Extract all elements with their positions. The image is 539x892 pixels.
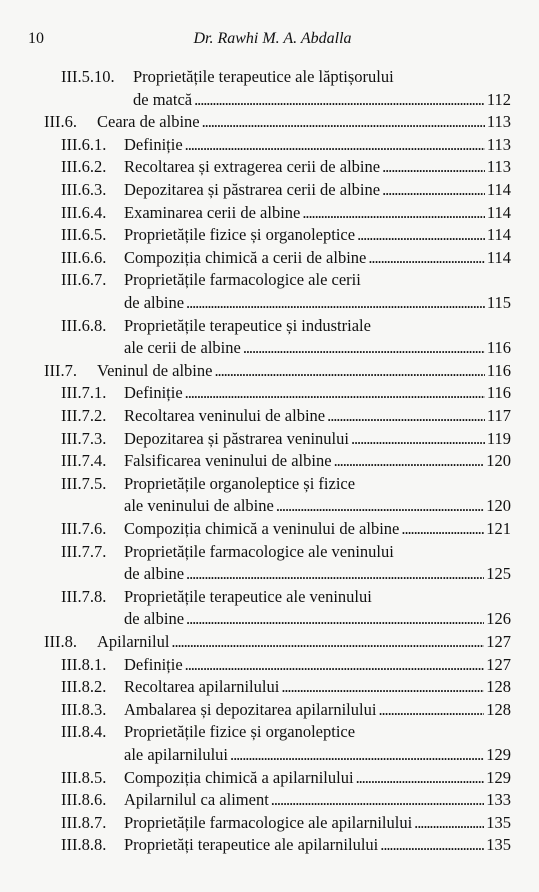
- toc-entry-title: Definiție: [124, 134, 183, 154]
- toc-entry-page: 133: [486, 790, 511, 810]
- toc-entry-title: ale apilarnilului: [124, 745, 229, 764]
- dot-leader: [243, 337, 485, 359]
- toc-entry-number: III.6.8.: [61, 315, 107, 335]
- toc-entry-title: Definiție: [124, 654, 183, 674]
- toc-entry-number: III.6.3.: [61, 180, 107, 199]
- toc-entry-title: de matcă: [133, 89, 193, 109]
- toc-entry-number: III.7.: [44, 360, 77, 380]
- toc-entry-title: Apilarnilul ca aliment: [124, 790, 269, 810]
- toc-entry-title: ale veninului de albine: [124, 496, 274, 516]
- toc-entry-title: Proprietățile farmacologice ale cerii: [124, 270, 361, 290]
- toc-entry-text: [124, 269, 511, 291]
- toc-entry-number: III.7.6.: [61, 519, 107, 538]
- toc-entry-title: Depozitarea și păstrarea cerii de albine: [124, 180, 381, 199]
- toc-entry-title: ale cerii de albine: [124, 338, 241, 358]
- toc-entry: [0, 224, 539, 246]
- toc-entry-number: III.8.2.: [61, 677, 107, 697]
- toc-entry: [0, 654, 539, 676]
- dot-leader: [186, 563, 484, 585]
- toc-entry-number: III.6.2.: [61, 157, 107, 177]
- toc-entry: [0, 134, 539, 156]
- toc-entry: [0, 111, 539, 133]
- toc-entry: [0, 382, 539, 404]
- toc-entry: [0, 631, 539, 653]
- dot-leader: [186, 608, 484, 630]
- toc-entry-text: [124, 202, 511, 224]
- toc-entry-number: III.8.7.: [61, 812, 107, 832]
- toc-entry-page: 117: [486, 406, 511, 425]
- toc-entry-title: Proprietățile fizice și organoleptice: [124, 722, 356, 742]
- toc-entry: [0, 66, 539, 88]
- dot-leader: [185, 134, 485, 156]
- toc-entry-number: III.7.3.: [61, 428, 107, 448]
- toc-entry-page: 129: [486, 767, 511, 787]
- toc-entry-title: Veninul de albine: [97, 360, 213, 380]
- toc-entry-continuation: [0, 89, 539, 111]
- toc-entry: [0, 202, 539, 224]
- toc-entry-text: [124, 744, 511, 766]
- toc-entry-page: 114: [486, 202, 511, 222]
- toc-entry: [0, 428, 539, 450]
- toc-entry-number: III.8.3.: [61, 699, 107, 719]
- toc-entry: [0, 269, 539, 291]
- toc-entry-text: [124, 495, 511, 517]
- toc-entry-number: III.6.6.: [61, 247, 107, 267]
- toc-entry-number: III.6.5.: [61, 225, 107, 245]
- toc-entry-title: Recoltarea și extragerea cerii de albine: [124, 157, 381, 177]
- toc-entry-text: [124, 541, 511, 563]
- toc-entry: [0, 156, 539, 178]
- dot-leader: [414, 812, 484, 834]
- toc-entry-text: [124, 563, 511, 585]
- toc-entry-text: [97, 360, 511, 382]
- toc-entry-text: [124, 699, 511, 721]
- dot-leader: [378, 699, 484, 721]
- dot-leader: [357, 224, 485, 246]
- toc-entry: [0, 450, 539, 472]
- toc-entry-text: [124, 654, 511, 676]
- toc-entry-title: Apilarnilul: [97, 632, 170, 651]
- dot-leader: [382, 156, 485, 178]
- toc-entry-continuation: [0, 337, 539, 359]
- toc-entry: [0, 518, 539, 540]
- toc-entry: [0, 541, 539, 563]
- toc-entry-title: de albine: [124, 609, 185, 629]
- toc-entry-number: III.8.5.: [61, 767, 107, 787]
- toc-entry-page: 114: [486, 180, 511, 199]
- toc-entry-text: [124, 834, 511, 856]
- dot-leader: [271, 789, 484, 811]
- toc-entry-title: Definiție: [124, 383, 183, 403]
- toc-entry-number: III.6.7.: [61, 270, 107, 290]
- toc-entry-title: Examinarea cerii de albine: [124, 202, 301, 222]
- page-number: 10: [28, 30, 44, 47]
- toc-entry-text: [124, 382, 511, 404]
- toc-entry-title: Proprietățile organoleptice și fizice: [124, 473, 356, 493]
- dot-leader: [351, 428, 485, 450]
- toc-entry-number: III.7.8.: [61, 586, 107, 606]
- toc-entry-text: [124, 134, 511, 156]
- toc-entry-text: [124, 789, 511, 811]
- toc-entry-page: 135: [486, 835, 511, 855]
- dot-leader: [281, 676, 484, 698]
- toc-entry-page: 129: [486, 745, 511, 764]
- toc-entry-title: Compoziția chimică a veninului de albine: [124, 519, 400, 538]
- toc-entry-page: 114: [486, 225, 511, 245]
- toc-entry-text: [124, 812, 511, 834]
- toc-entry-text: [124, 315, 511, 337]
- running-head-author: Dr. Rawhi M. A. Abdalla: [193, 30, 352, 47]
- toc-entry-page: 126: [486, 609, 511, 629]
- toc-entry-page: 135: [486, 812, 511, 832]
- toc-entry-title: Compoziția chimică a apilarnilului: [124, 767, 354, 787]
- toc-entry-number: III.7.5.: [61, 473, 107, 493]
- dot-leader: [185, 382, 485, 404]
- toc-entry-page: 121: [486, 519, 511, 538]
- toc-entry: [0, 812, 539, 834]
- dot-leader: [380, 834, 484, 856]
- toc-entry-text: [124, 224, 511, 246]
- toc-entry-number: III.7.1.: [61, 383, 107, 403]
- toc-entry-text: [124, 247, 511, 269]
- toc-entry: [0, 834, 539, 856]
- toc-entry-text: [124, 337, 511, 359]
- toc-entry: [0, 789, 539, 811]
- toc-entry-continuation: [0, 608, 539, 630]
- toc-entry-page: 114: [486, 247, 511, 267]
- page-header: [28, 30, 517, 50]
- toc-entry-title: Proprietățile terapeutice și industriale: [124, 315, 371, 335]
- toc-entry-page: 115: [486, 293, 511, 312]
- toc-entry: [0, 473, 539, 495]
- toc-entry-title: Falsificarea veninului de albine: [124, 451, 332, 471]
- toc-entry-continuation: [0, 495, 539, 517]
- dot-leader: [276, 495, 484, 517]
- toc-entry: [0, 179, 539, 201]
- toc-entry: [0, 676, 539, 698]
- toc-entry-page: 125: [486, 564, 511, 584]
- toc-entry-text: [124, 721, 511, 743]
- toc-entry-text: [124, 676, 511, 698]
- toc-entry-page: 128: [486, 677, 511, 697]
- toc-entry-page: 113: [486, 112, 511, 132]
- toc-entry-text: [133, 89, 511, 111]
- toc-entry-text: [124, 450, 511, 472]
- toc-entry-number: III.7.4.: [61, 451, 107, 471]
- toc-entry-number: III.6.: [44, 112, 77, 132]
- dot-leader: [368, 247, 484, 269]
- dot-leader: [171, 631, 484, 653]
- toc-entry-text: [124, 156, 511, 178]
- dot-leader: [185, 654, 485, 676]
- toc-entry-page: 120: [486, 451, 511, 471]
- toc-entry-title: Ambalarea și depozitarea apilarnilului: [124, 699, 377, 719]
- toc-entry-continuation: [0, 563, 539, 585]
- toc-entry-continuation: [0, 744, 539, 766]
- toc-entry-title: Proprietățile terapeutice ale veninului: [124, 586, 372, 606]
- toc-entry-page: 127: [486, 654, 511, 674]
- toc-entry: [0, 405, 539, 427]
- toc-entry-title: Ceara de albine: [97, 112, 200, 132]
- toc-entry-number: III.5.10.: [61, 67, 115, 86]
- toc-entry-title: Proprietățile fizice și organoleptice: [124, 225, 356, 245]
- toc-entry-page: 128: [486, 699, 511, 719]
- toc-entry-page: 116: [486, 360, 511, 380]
- toc-entry-page: 113: [486, 157, 511, 177]
- dot-leader: [202, 111, 485, 133]
- dot-leader: [334, 450, 485, 472]
- toc-entry-title: Proprietăți terapeutice ale apilarnilului: [124, 835, 379, 855]
- toc-entry-text: [124, 405, 511, 427]
- dot-leader: [214, 360, 484, 382]
- toc-entry-page: 120: [486, 496, 511, 516]
- toc-entry-page: 116: [486, 383, 511, 403]
- toc-entry-text: [97, 111, 511, 133]
- toc-entry-text: [124, 767, 511, 789]
- dot-leader: [302, 202, 484, 224]
- toc-entry-number: III.6.4.: [61, 202, 107, 222]
- toc-entry: [0, 767, 539, 789]
- toc-entry-number: III.8.8.: [61, 835, 107, 855]
- toc-entry-title: de albine: [124, 293, 185, 312]
- toc-entry-page: 119: [486, 428, 511, 448]
- toc-entry: [0, 586, 539, 608]
- toc-entry-text: [133, 66, 511, 88]
- toc-entry-title: Recoltarea apilarnilului: [124, 677, 280, 697]
- toc-entry-title: de albine: [124, 564, 185, 584]
- toc-entry-page: 112: [486, 89, 511, 109]
- toc-entry: [0, 699, 539, 721]
- toc-entry-text: [124, 428, 511, 450]
- toc-entry: [0, 247, 539, 269]
- toc-entry: [0, 721, 539, 743]
- toc-entry-text: [124, 473, 511, 495]
- toc-entry-text: [124, 292, 511, 314]
- toc-entry-title: Compoziția chimică a cerii de albine: [124, 247, 367, 267]
- toc-entry-title: Proprietățile terapeutice ale lăptișorului: [133, 67, 394, 86]
- toc-entry-text: [97, 631, 511, 653]
- toc-entry-number: III.8.: [44, 632, 77, 651]
- toc-entry-title: Recoltarea veninului de albine: [124, 406, 326, 425]
- toc-entry-page: 113: [486, 134, 511, 154]
- toc-entry-page: 127: [486, 632, 511, 651]
- toc-entry-number: III.8.4.: [61, 722, 107, 742]
- toc-entry-title: Proprietățile farmacologice ale apilarnilului: [124, 812, 413, 832]
- dot-leader: [230, 744, 484, 766]
- toc-entry-title: Depozitarea și păstrarea veninului: [124, 428, 349, 448]
- toc-entry-text: [124, 608, 511, 630]
- toc-entry-number: III.7.2.: [61, 406, 107, 425]
- toc-entry-page: 116: [486, 338, 511, 358]
- toc-entry-text: [124, 586, 511, 608]
- dot-leader: [194, 89, 485, 111]
- dot-leader: [382, 179, 485, 201]
- toc-entry-number: III.6.1.: [61, 134, 107, 154]
- toc-entry-number: III.7.7.: [61, 541, 107, 561]
- toc-entry: [0, 360, 539, 382]
- dot-leader: [186, 292, 485, 314]
- toc-entry-text: [124, 518, 511, 540]
- toc-entry: [0, 315, 539, 337]
- toc-entry-number: III.8.6.: [61, 790, 107, 810]
- toc-entry-title: Proprietățile farmacologice ale veninului: [124, 541, 394, 561]
- dot-leader: [401, 518, 484, 540]
- toc-entry-continuation: [0, 292, 539, 314]
- toc-entry-text: [124, 179, 511, 201]
- dot-leader: [327, 405, 485, 427]
- dot-leader: [356, 767, 485, 789]
- toc-entry-number: III.8.1.: [61, 654, 107, 674]
